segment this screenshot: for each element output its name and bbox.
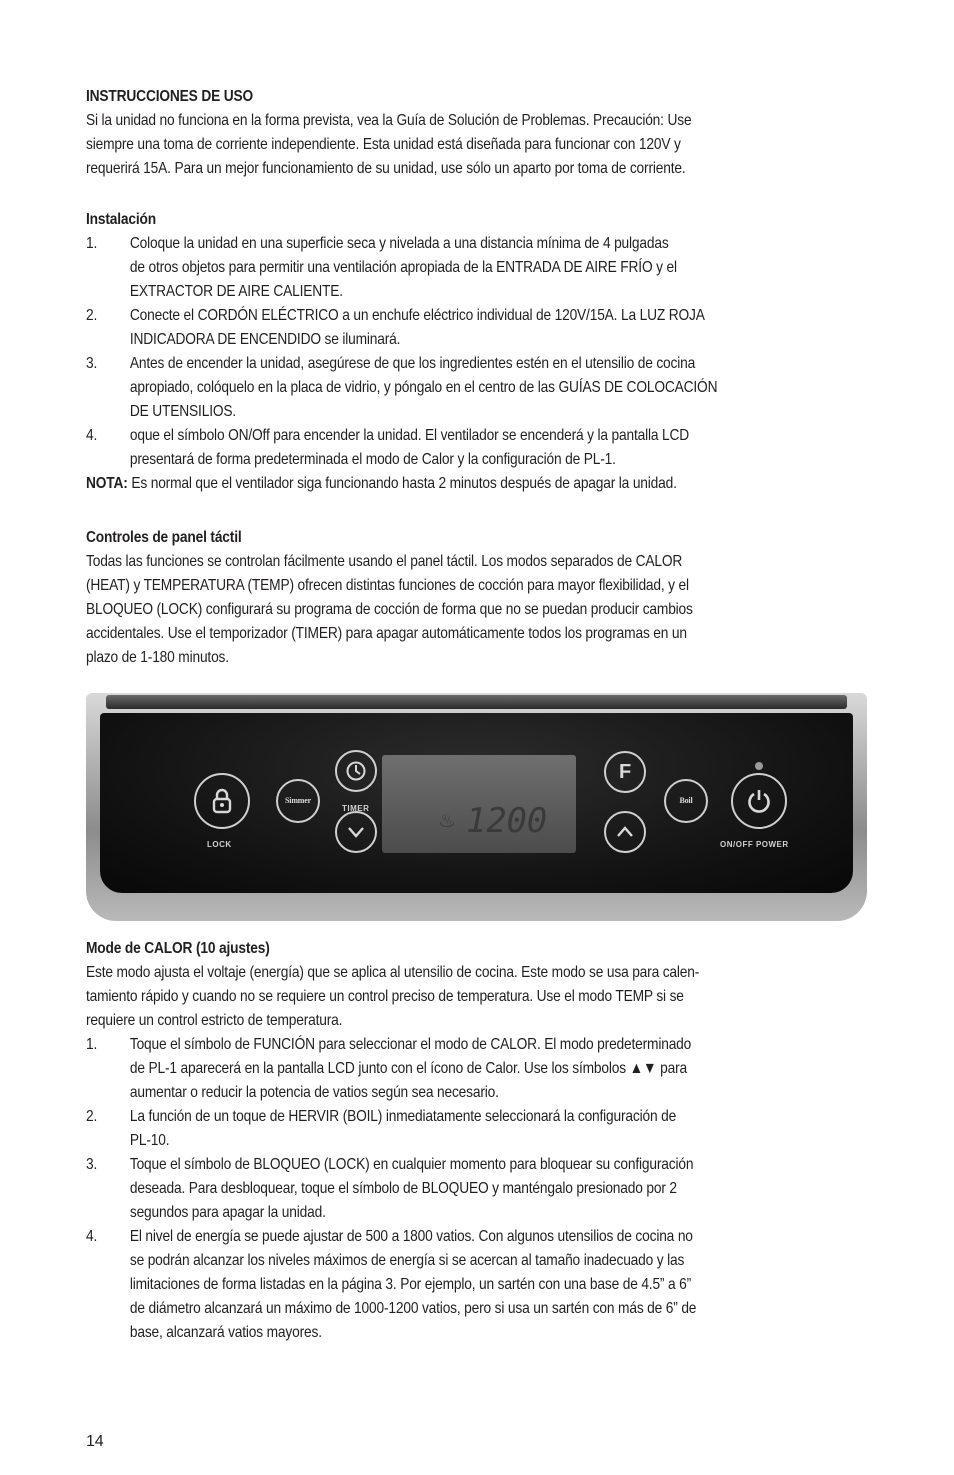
simmer-label: Simmer — [285, 796, 311, 805]
simmer-button — [276, 779, 320, 823]
touch-controls-section — [86, 526, 864, 670]
note — [86, 472, 864, 496]
intro-line: siempre una toma de corriente independiente. Esta unidad está diseñada para funcionar con 120V y — [86, 136, 681, 153]
timer-label: TIMER — [342, 804, 370, 813]
list-line: La función de un toque de HERVIR (BOIL) inmediatamente seleccionará la configuración de — [129, 1108, 677, 1125]
list-line: INDICADORA DE ENCENDIDO se iluminará. — [129, 331, 401, 348]
control-panel-image — [86, 693, 867, 921]
list-line: presentará de forma predeterminada el modo de Calor y la configuración de PL-1. — [129, 451, 616, 468]
list-line: Coloque la unidad en una superficie seca y nivelada a una distancia mínima de 4 pulgadas — [129, 235, 669, 252]
lock-button — [194, 773, 250, 829]
lcd-value: 1200 — [466, 801, 548, 841]
intro-section — [86, 85, 864, 181]
heat-mode-list — [86, 1033, 864, 1345]
list-line: limitaciones de forma listadas en la página 3. Por ejemplo, un sartén con una base de 4.5” a 6” — [129, 1276, 692, 1293]
list-line: segundos para apagar la unidad. — [129, 1204, 326, 1221]
chevron-up-icon — [615, 825, 635, 839]
list-line: apropiado, colóquelo en la placa de vidrio, y póngalo en el centro de las GUÍAS DE COLOCACIÓN — [129, 379, 718, 396]
chevron-down-icon — [346, 825, 366, 839]
paragraph-line: Este modo ajusta el voltaje (energía) que se aplica al utensilio de cocina. Este modo se usa para calen- — [86, 964, 700, 981]
list-number: 3. — [86, 1156, 98, 1173]
panel-edge — [106, 695, 847, 709]
list-line: de PL-1 aparecerá en la pantalla LCD junto con el ícono de Calor. Use los símbolos ▲▼ para — [129, 1060, 687, 1077]
heat-icon: ♨ — [438, 810, 456, 832]
note-text: Es normal que el ventilador siga funcionando hasta 2 minutos después de apagar la unidad. — [127, 475, 677, 492]
list-item — [86, 1105, 864, 1153]
lock-icon — [211, 788, 233, 814]
paragraph-line: tamiento rápido y cuando no se requiere un control preciso de temperatura. Use el modo TEMP si se — [86, 988, 684, 1005]
intro-line: Si la unidad no funciona en la forma prevista, vea la Guía de Solución de Problemas. Precaución: Use — [86, 112, 692, 129]
heat-mode-section — [86, 937, 864, 1345]
function-label: F — [618, 761, 632, 783]
note-label: NOTA: — [86, 475, 128, 492]
power-indicator-led — [755, 762, 763, 770]
list-number: 3. — [86, 355, 98, 372]
power-button — [731, 773, 787, 829]
page-number: 14 — [86, 1433, 104, 1450]
list-number: 2. — [86, 1108, 98, 1125]
list-line: de diámetro alcanzará un máximo de 1000-1200 vatios, pero si usa un sartén con más de 6” de — [129, 1300, 697, 1317]
timer-button — [335, 750, 377, 792]
paragraph-line: plazo de 1-180 minutos. — [86, 649, 229, 666]
touch-controls-title: Controles de panel táctil — [86, 529, 242, 546]
list-line: de otros objetos para permitir una ventilación apropiada de la ENTRADA DE AIRE FRÍO y el — [129, 259, 677, 276]
down-button — [335, 811, 377, 853]
paragraph-line: (HEAT) y TEMPERATURA (TEMP) ofrecen distintas funciones de cocción para mayor flexibilidad, y el — [86, 577, 689, 594]
list-item — [86, 1153, 864, 1225]
list-item — [86, 424, 864, 472]
lcd-display — [382, 755, 576, 853]
intro-line: requerirá 15A. Para un mejor funcionamiento de su unidad, use sólo un aparto por toma de corriente. — [86, 160, 686, 177]
list-number: 4. — [86, 1228, 98, 1245]
list-item — [86, 1225, 864, 1345]
list-line: base, alcanzará vatios mayores. — [129, 1324, 322, 1341]
clock-icon — [345, 760, 367, 782]
paragraph-line: requiere un control estricto de temperatura. — [86, 1012, 343, 1029]
list-item — [86, 352, 864, 424]
list-line: deseada. Para desbloquear, toque el símbolo de BLOQUEO y manténgalo presionado por 2 — [129, 1180, 677, 1197]
list-line: se podrán alcanzar los niveles máximos de energía si se acercan al tamaño inadecuado y las — [129, 1252, 685, 1269]
list-line: aumentar o reducir la potencia de vatios según sea necesario. — [129, 1084, 499, 1101]
up-button — [604, 811, 646, 853]
boil-label: Boil — [679, 796, 693, 805]
list-line: DE UTENSILIOS. — [129, 403, 237, 420]
list-number: 2. — [86, 307, 98, 324]
installation-list — [86, 232, 864, 472]
list-line: Toque el símbolo de FUNCIÓN para seleccionar el modo de CALOR. El modo predeterminado — [129, 1036, 692, 1053]
list-line: El nivel de energía se puede ajustar de 500 a 1800 vatios. Con algunos utensilios de cocina no — [129, 1228, 693, 1245]
list-line: EXTRACTOR DE AIRE CALIENTE. — [129, 283, 343, 300]
function-button — [604, 751, 646, 793]
list-line: PL-10. — [129, 1132, 170, 1149]
list-line: Toque el símbolo de BLOQUEO (LOCK) en cualquier momento para bloquear su configuración — [129, 1156, 694, 1173]
list-number: 1. — [86, 1036, 98, 1053]
list-item — [86, 232, 864, 304]
page-heading: INSTRUCCIONES DE USO — [86, 88, 254, 105]
list-number: 1. — [86, 235, 98, 252]
installation-title: Instalación — [86, 211, 156, 228]
heat-mode-title: Mode de CALOR (10 ajustes) — [86, 940, 270, 957]
power-icon — [745, 787, 773, 815]
list-item — [86, 304, 864, 352]
paragraph-line: Todas las funciones se controlan fácilmente usando el panel táctil. Los modos separados de CALOR — [86, 553, 683, 570]
list-item — [86, 1033, 864, 1105]
list-line: Conecte el CORDÓN ELÉCTRICO a un enchufe eléctrico individual de 120V/15A. La LUZ ROJA — [129, 307, 705, 324]
lock-label: LOCK — [207, 840, 232, 849]
installation-section — [86, 208, 864, 496]
list-number: 4. — [86, 427, 98, 444]
list-line: oque el símbolo ON/Off para encender la unidad. El ventilador se encenderá y la pantalla LCD — [129, 427, 689, 444]
boil-button — [664, 779, 708, 823]
power-label: ON/OFF POWER — [720, 840, 789, 849]
panel-glass — [100, 713, 853, 893]
paragraph-line: BLOQUEO (LOCK) configurará su programa de cocción de forma que no se puedan producir cambios — [86, 601, 693, 618]
paragraph-line: accidentales. Use el temporizador (TIMER) para apagar automáticamente todos los programas en un — [86, 625, 687, 642]
list-line: Antes de encender la unidad, asegúrese de que los ingredientes estén en el utensilio de cocina — [129, 355, 696, 372]
